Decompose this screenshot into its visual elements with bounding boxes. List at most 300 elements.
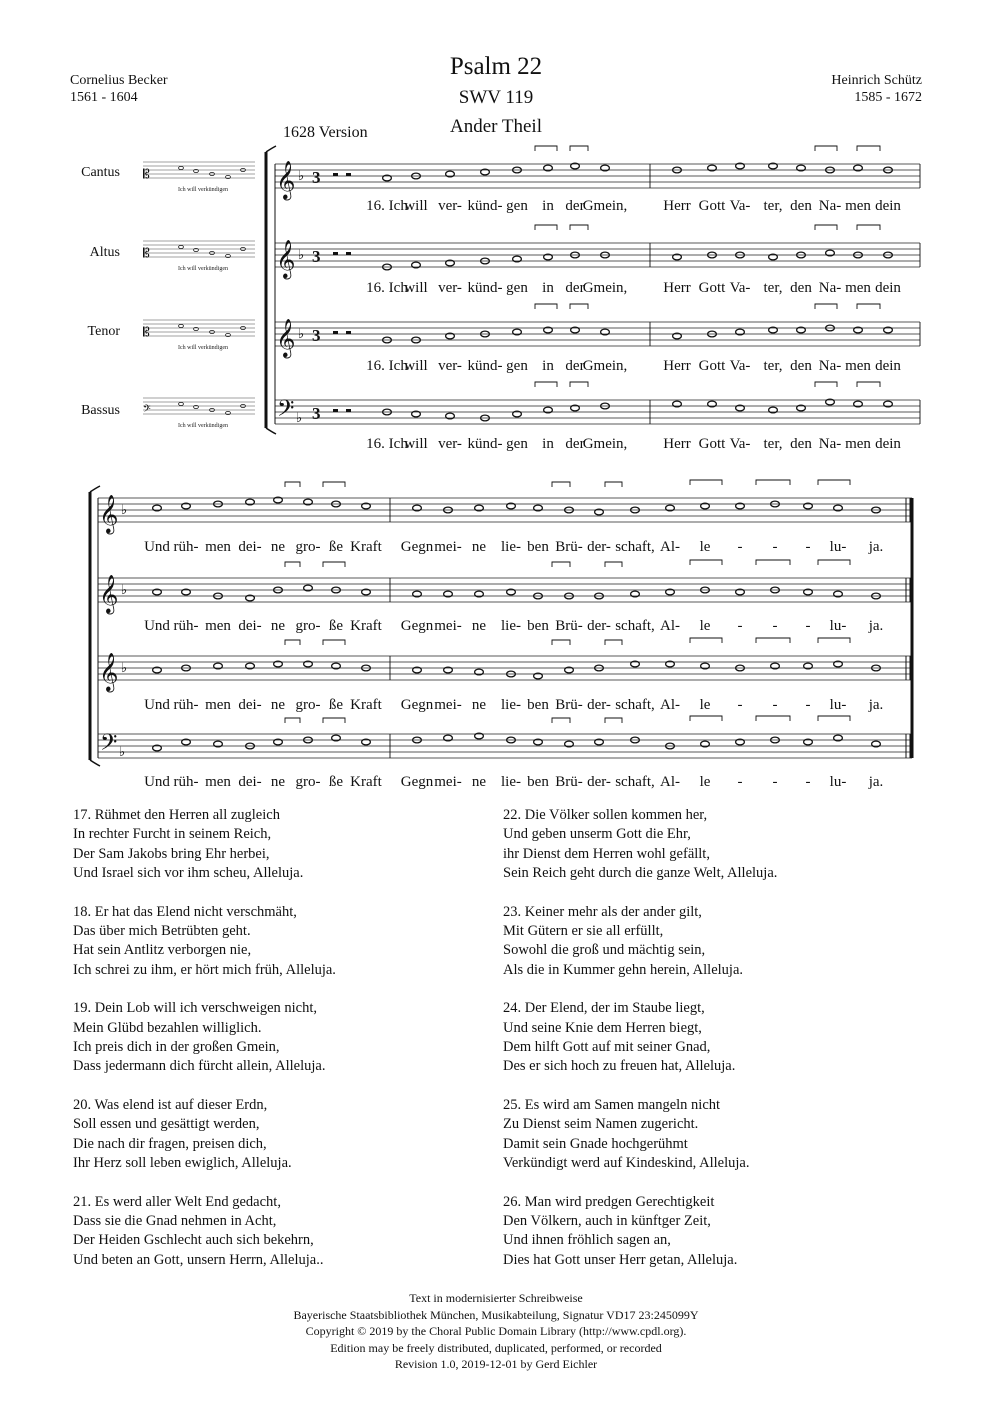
lyric-syllable: men xyxy=(205,618,231,634)
lyric-syllable: dei- xyxy=(238,697,262,713)
ligature-bracket xyxy=(285,482,300,487)
verses_left-stanza xyxy=(73,999,336,1077)
verse-line: Und ihnen fröhlich sagen an, xyxy=(503,1232,671,1249)
flat-icon: ♭ xyxy=(298,168,305,183)
lyric-syllable: gro- xyxy=(295,618,321,634)
footer-line: Text in modernisierter Schreibweise xyxy=(409,1291,583,1305)
treble-clef-icon: 𝄞 xyxy=(276,163,296,199)
edition-footer xyxy=(0,1290,992,1373)
treble-clef-icon: 𝄞 xyxy=(99,497,119,533)
rest-mark xyxy=(346,331,351,334)
flat-icon: ♭ xyxy=(121,660,128,675)
lyric-syllable: le xyxy=(699,539,711,555)
verse-line: Dass jedermann dich fürcht allein, Alleluja. xyxy=(73,1058,326,1075)
footer-line: Bayerische Staatsbibliothek München, Musikabteilung, Signatur VD17 23:245099Y xyxy=(293,1307,699,1322)
rest-mark xyxy=(346,409,351,412)
verse-line: Den Völkern, auch in künftger Zeit, xyxy=(503,1212,711,1229)
lyric-syllable: den xyxy=(790,198,812,214)
lyric-syllable: ne xyxy=(270,774,286,790)
verse-line: Mein Glübd bezahlen williglich. xyxy=(73,1019,262,1036)
lyric-syllable: - xyxy=(805,697,811,713)
incipit-text: Ich will verkündigen xyxy=(178,345,228,351)
treble-clef-icon: 𝄞 xyxy=(276,242,296,278)
lyric-syllable: dein xyxy=(875,436,901,452)
lyric-syllable: den xyxy=(790,436,812,452)
ligature-bracket xyxy=(570,146,588,151)
lyric-syllable: rüh- xyxy=(173,697,199,713)
verses_left-stanza xyxy=(73,806,336,884)
lyric-syllable: gen xyxy=(506,358,528,374)
lyric-syllable: men xyxy=(845,358,871,374)
lyric-syllable: will xyxy=(404,198,428,214)
lyric-syllable: - xyxy=(805,618,811,634)
lyric-syllable: Al- xyxy=(660,618,680,634)
ligature-bracket xyxy=(690,716,722,721)
voice-label-cantus: Cantus xyxy=(81,165,120,180)
incipit-clef-icon: 𝄡 xyxy=(143,325,150,339)
lyric-syllable: Brü- xyxy=(555,774,583,790)
lyric-syllable: den xyxy=(790,358,812,374)
lyric-syllable: lie- xyxy=(501,539,521,555)
composer-dates: 1585 - 1672 xyxy=(854,90,922,105)
verse-line: Soll essen und gesättigt werden, xyxy=(73,1116,260,1133)
lyric-syllable: men xyxy=(845,198,871,214)
lyric-syllable: in xyxy=(542,358,554,374)
lyric-syllable: den xyxy=(790,280,812,296)
ligature-bracket xyxy=(857,225,880,230)
lyric-syllable: künd- xyxy=(467,436,503,452)
lyric-syllable: ben xyxy=(527,618,549,634)
lyric-syllable: - xyxy=(737,539,743,555)
ligature-bracket xyxy=(570,304,588,309)
lyric-syllable: - xyxy=(805,774,811,790)
lyric-syllable: ver- xyxy=(438,198,462,214)
verse-line: Das über mich Betrübten geht. xyxy=(73,923,251,940)
verses_right-stanza xyxy=(503,999,777,1077)
lyric-syllable: dei- xyxy=(238,539,262,555)
lyric-syllable: der- xyxy=(587,774,611,790)
verse-line: Zu Dienst seim Namen zugericht. xyxy=(503,1116,699,1133)
ligature-bracket xyxy=(552,640,570,645)
ligature-bracket xyxy=(323,640,345,645)
incipit-note xyxy=(179,324,184,327)
lyric-syllable: lie- xyxy=(501,774,521,790)
bass-clef-icon: 𝄢 xyxy=(277,396,295,426)
verse-line: Verkündigt werd auf Kindeskind, Alleluja. xyxy=(503,1155,750,1172)
rest-mark xyxy=(333,252,338,255)
system-bracket xyxy=(266,146,276,152)
verse-line: 17. Rühmet den Herren all zugleich xyxy=(73,807,280,823)
lyric-syllable: Herr xyxy=(663,358,691,374)
ligature-bracket xyxy=(605,562,622,567)
lyric-syllable: Va- xyxy=(729,358,751,374)
verses-right-column xyxy=(503,806,777,1270)
lyric-syllable: Gegn xyxy=(400,774,434,790)
verse-line: Sowohl die groß und mächtig sein, xyxy=(503,942,706,959)
flat-icon: ♭ xyxy=(298,247,305,262)
ligature-bracket xyxy=(323,562,345,567)
verse-line: Mit Gütern er sie all erfüllt, xyxy=(503,923,664,940)
verse-line: Damit sein Gnade hochgerühmt xyxy=(503,1135,688,1152)
lyric-syllable: Brü- xyxy=(555,697,583,713)
lyric-syllable: ter, xyxy=(763,436,783,452)
verse-line: Und seine Knie dem Herren biegt, xyxy=(503,1019,702,1036)
ligature-bracket xyxy=(815,146,837,151)
bass-clef-icon: 𝄢 xyxy=(100,730,118,760)
lyric-syllable: schaft, xyxy=(615,697,655,713)
lyric-syllable: schaft, xyxy=(615,774,655,790)
ligature-bracket xyxy=(756,480,790,485)
verse-line: 18. Er hat das Elend nicht verschmäht, xyxy=(73,903,297,920)
verse-line: Und geben unserm Gott die Ehr, xyxy=(503,826,691,843)
lyric-syllable: gen xyxy=(506,198,528,214)
ligature-bracket xyxy=(690,480,722,485)
lyric-syllable: 16. Ich xyxy=(366,358,408,374)
lyric-syllable: Gott xyxy=(698,436,726,452)
ligature-bracket xyxy=(815,382,837,387)
lyric-syllable: in xyxy=(542,280,554,296)
ligature-bracket xyxy=(323,718,345,723)
lyric-syllable: le xyxy=(699,618,711,634)
lyric-syllable: Na- xyxy=(818,280,842,296)
lyric-syllable: Al- xyxy=(660,539,680,555)
lyric-syllable: Gegn xyxy=(400,539,434,555)
lyric-syllable: Na- xyxy=(818,358,842,374)
verse-line: In rechter Furcht in seinem Reich, xyxy=(73,826,272,843)
lyric-syllable: rüh- xyxy=(173,539,199,555)
lyric-syllable: der xyxy=(565,358,585,374)
verse-line: Ich schrei zu ihm, er hört mich früh, Alleluja. xyxy=(73,961,336,978)
lyric-syllable: gro- xyxy=(295,539,321,555)
lyric-syllable: Herr xyxy=(663,436,691,452)
incipit-note xyxy=(179,245,184,248)
verse-line: 22. Die Völker sollen kommen her, xyxy=(503,807,708,823)
lyric-syllable: künd- xyxy=(467,358,503,374)
verses_right-stanza xyxy=(503,1096,777,1174)
treble-clef-icon: 𝄞 xyxy=(276,321,296,357)
treble-clef-icon: 𝄞 xyxy=(99,577,119,613)
lyric-syllable: in xyxy=(542,436,554,452)
lyric-syllable: le xyxy=(699,697,711,713)
lyric-syllable: Und xyxy=(144,539,170,555)
lyric-syllable: - xyxy=(772,618,778,634)
ligature-bracket xyxy=(815,304,837,309)
verse-line: Hat sein Antlitz verborgen nie, xyxy=(73,942,252,959)
lyric-syllable: men xyxy=(845,436,871,452)
system-bracket xyxy=(90,760,100,766)
lyric-syllable: der- xyxy=(587,618,611,634)
verse-line: Und Israel sich vor ihm scheu, Alleluja. xyxy=(73,865,304,882)
verse-line: Die nach dir fragen, preisen dich, xyxy=(73,1135,267,1152)
lyric-syllable: Herr xyxy=(663,280,691,296)
voice-label-bassus: Bassus xyxy=(81,403,120,418)
lyric-syllable: - xyxy=(772,539,778,555)
time-signature: 3 xyxy=(312,326,321,345)
flat-icon: ♭ xyxy=(298,326,305,341)
lyric-syllable: men xyxy=(845,280,871,296)
ligature-bracket xyxy=(605,718,622,723)
incipit-text: Ich will verkündigen xyxy=(178,187,228,193)
verse-line: Dem hilft Gott auf mit seiner Gnad, xyxy=(503,1039,711,1056)
lyric-syllable: mei- xyxy=(434,697,462,713)
ligature-bracket xyxy=(756,638,790,643)
lyric-syllable: schaft, xyxy=(615,618,655,634)
lyric-syllable: will xyxy=(404,280,428,296)
lyric-syllable: künd- xyxy=(467,280,503,296)
flat-icon: ♭ xyxy=(121,582,128,597)
lyric-syllable: Na- xyxy=(818,436,842,452)
rest-mark xyxy=(346,173,351,176)
lyric-syllable: Kraft xyxy=(350,774,382,790)
lyric-syllable: Und xyxy=(144,697,170,713)
system-bracket xyxy=(90,486,100,492)
verses_right-stanza xyxy=(503,1193,777,1271)
verse-line: ihr Dienst dem Herren wohl gefällt, xyxy=(503,845,710,862)
verse-line: Dass sie die Gnad nehmen in Acht, xyxy=(73,1212,277,1229)
ligature-bracket xyxy=(857,304,880,309)
incipit-text: Ich will verkündigen xyxy=(178,423,228,429)
lyric-syllable: ße xyxy=(328,618,344,634)
rest-mark xyxy=(333,331,338,334)
incipit-text: Ich will verkündigen xyxy=(178,266,228,272)
lyric-syllable: Al- xyxy=(660,774,680,790)
verses_left-stanza xyxy=(73,1193,336,1271)
lyric-syllable: mei- xyxy=(434,774,462,790)
voice-label-tenor: Tenor xyxy=(87,324,120,339)
lyric-syllable: - xyxy=(772,697,778,713)
section-title: Ander Theil xyxy=(450,116,542,137)
ligature-bracket xyxy=(285,718,300,723)
lyric-syllable: - xyxy=(737,774,743,790)
lyric-syllable: Va- xyxy=(729,436,751,452)
ligature-bracket xyxy=(552,482,570,487)
ligature-bracket xyxy=(690,638,722,643)
lyric-syllable: dein xyxy=(875,198,901,214)
verse-line: Als die in Kummer gehn herein, Alleluja. xyxy=(503,961,744,978)
lyric-syllable: Gmein, xyxy=(582,436,628,452)
ligature-bracket xyxy=(535,304,557,309)
lyric-syllable: Gmein, xyxy=(582,280,628,296)
lyric-syllable: men xyxy=(205,774,231,790)
verse-line: Und beten an Gott, unsern Herrn, Alleluja.. xyxy=(73,1251,324,1268)
ligature-bracket xyxy=(535,146,557,151)
lyric-syllable: dei- xyxy=(238,774,262,790)
poet-name: Cornelius Becker xyxy=(70,73,168,88)
lyric-syllable: Gegn xyxy=(400,618,434,634)
incipit-note xyxy=(179,166,184,169)
lyric-syllable: dein xyxy=(875,358,901,374)
time-signature: 3 xyxy=(312,247,321,266)
lyric-syllable: künd- xyxy=(467,198,503,214)
lyric-syllable: ße xyxy=(328,539,344,555)
ligature-bracket xyxy=(552,718,570,723)
ligature-bracket xyxy=(815,225,837,230)
footer-line: Revision 1.0, 2019-12-01 by Gerd Eichler xyxy=(394,1357,598,1372)
incipit-clef-icon: 𝄢 xyxy=(143,403,151,417)
lyric-syllable: ter, xyxy=(763,358,783,374)
lyric-syllable: ne xyxy=(270,539,286,555)
lyric-syllable: in xyxy=(542,198,554,214)
ligature-bracket xyxy=(818,638,850,643)
lyric-syllable: Herr xyxy=(663,198,691,214)
lyric-syllable: Und xyxy=(144,774,170,790)
lyric-syllable: Gegn xyxy=(400,697,434,713)
verses-left-column xyxy=(73,806,336,1270)
rest-mark xyxy=(346,252,351,255)
lyric-syllable: Va- xyxy=(729,198,751,214)
lyric-syllable: lu- xyxy=(829,618,847,634)
lyric-syllable: will xyxy=(404,436,428,452)
verses_right-stanza xyxy=(503,903,777,981)
treble-clef-icon: 𝄞 xyxy=(99,655,119,691)
verse-line: 21. Es werd aller Welt End gedacht, xyxy=(73,1193,281,1210)
ligature-bracket xyxy=(285,640,300,645)
ligature-bracket xyxy=(570,225,588,230)
lyric-syllable: Gott xyxy=(698,198,726,214)
time-signature: 3 xyxy=(312,404,321,423)
ligature-bracket xyxy=(690,560,722,565)
lyric-syllable: ne xyxy=(270,618,286,634)
incipit-clef-icon: 𝄡 xyxy=(143,167,150,181)
version-label: 1628 Version xyxy=(283,124,368,141)
poet-dates: 1561 - 1604 xyxy=(70,90,138,105)
verse-line: Des er sich hoch zu freuen hat, Alleluja. xyxy=(503,1058,736,1075)
lyric-syllable: der xyxy=(565,280,585,296)
ligature-bracket xyxy=(756,716,790,721)
flat-icon: ♭ xyxy=(119,744,126,759)
verse-line: Dies hat Gott unser Herr getan, Alleluja. xyxy=(503,1251,738,1268)
lyric-syllable: ja. xyxy=(868,539,884,555)
time-signature: 3 xyxy=(312,168,321,187)
ligature-bracket xyxy=(570,382,588,387)
lyric-syllable: lu- xyxy=(829,774,847,790)
lyric-syllable: Gmein, xyxy=(582,358,628,374)
lyric-syllable: Brü- xyxy=(555,618,583,634)
lyric-syllable: ben xyxy=(527,774,549,790)
lyric-syllable: - xyxy=(737,697,743,713)
voice-label-altus: Altus xyxy=(89,245,120,260)
lyric-syllable: Kraft xyxy=(350,697,382,713)
verse-line: 20. Was elend ist auf dieser Erdn, xyxy=(73,1096,268,1113)
lyric-syllable: gro- xyxy=(295,774,321,790)
flat-icon: ♭ xyxy=(121,502,128,517)
lyric-syllable: ne xyxy=(471,774,487,790)
lyric-syllable: ja. xyxy=(868,618,884,634)
verse-line: Ihr Herz soll leben ewiglich, Alleluja. xyxy=(73,1155,292,1172)
lyric-syllable: lu- xyxy=(829,539,847,555)
lyric-syllable: mei- xyxy=(434,618,462,634)
verse-line: 26. Man wird predgen Gerechtigkeit xyxy=(503,1193,715,1210)
composer-name: Heinrich Schütz xyxy=(831,73,922,88)
lyric-syllable: 16. Ich xyxy=(366,280,408,296)
flat-icon: ♭ xyxy=(296,410,303,425)
ligature-bracket xyxy=(857,146,880,151)
lyric-syllable: ne xyxy=(471,539,487,555)
lyric-syllable: ne xyxy=(270,697,286,713)
lyric-syllable: men xyxy=(205,539,231,555)
verses_right-stanza xyxy=(503,806,777,884)
ligature-bracket xyxy=(535,225,557,230)
lyric-syllable: ben xyxy=(527,539,549,555)
ligature-bracket xyxy=(818,716,850,721)
lyric-syllable: ja. xyxy=(868,697,884,713)
lyric-syllable: 16. Ich xyxy=(366,198,408,214)
lyric-syllable: der xyxy=(565,198,585,214)
lyric-syllable: rüh- xyxy=(173,774,199,790)
lyric-syllable: Na- xyxy=(818,198,842,214)
ligature-bracket xyxy=(552,562,570,567)
verses_left-stanza xyxy=(73,1096,336,1174)
ligature-bracket xyxy=(285,562,300,567)
lyric-syllable: ja. xyxy=(868,774,884,790)
lyric-syllable: men xyxy=(205,697,231,713)
verse-line: 23. Keiner mehr als der ander gilt, xyxy=(503,903,702,920)
lyric-syllable: 16. Ich xyxy=(366,436,408,452)
lyric-syllable: der- xyxy=(587,697,611,713)
lyric-syllable: schaft, xyxy=(615,539,655,555)
lyric-syllable: ße xyxy=(328,697,344,713)
verses_left-stanza xyxy=(73,903,336,981)
incipit-clef-icon: 𝄡 xyxy=(143,246,150,260)
lyric-syllable: - xyxy=(772,774,778,790)
verse-line: Sein Reich geht durch die ganze Welt, Alleluja. xyxy=(503,865,778,882)
verse-line: Ich preis dich in der großen Gmein, xyxy=(73,1039,280,1056)
lyric-syllable: rüh- xyxy=(173,618,199,634)
lyric-syllable: Gott xyxy=(698,358,726,374)
lyric-syllable: Und xyxy=(144,618,170,634)
lyric-syllable: dein xyxy=(875,280,901,296)
lyric-syllable: Brü- xyxy=(555,539,583,555)
footer-line: Copyright © 2019 by the Choral Public Domain Library (http://www.cpdl.org). xyxy=(305,1324,687,1339)
ligature-bracket xyxy=(605,482,622,487)
lyric-syllable: ter, xyxy=(763,198,783,214)
lyric-syllable: gen xyxy=(506,280,528,296)
rest-mark xyxy=(333,173,338,176)
lyric-syllable: Gott xyxy=(698,280,726,296)
footer-line: Edition may be freely distributed, duplicated, performed, or recorded xyxy=(330,1340,662,1355)
catalog-number: SWV 119 xyxy=(458,87,534,108)
ligature-bracket xyxy=(605,640,622,645)
lyric-syllable: - xyxy=(737,618,743,634)
lyric-syllable: ter, xyxy=(763,280,783,296)
ligature-bracket xyxy=(818,560,850,565)
ligature-bracket xyxy=(857,382,880,387)
lyric-syllable: ben xyxy=(527,697,549,713)
lyric-syllable: dei- xyxy=(238,618,262,634)
lyric-syllable: will xyxy=(404,358,428,374)
ligature-bracket xyxy=(756,560,790,565)
lyric-syllable: Kraft xyxy=(350,618,382,634)
ligature-bracket xyxy=(323,482,345,487)
lyric-syllable: mei- xyxy=(434,539,462,555)
ligature-bracket xyxy=(818,480,850,485)
verse-line: Der Heiden Gschlecht auch sich bekehrn, xyxy=(73,1232,314,1249)
piece-title: Psalm 22 xyxy=(449,53,543,80)
verse-line: 24. Der Elend, der im Staube liegt, xyxy=(503,1000,705,1017)
verse-line: Der Sam Jakobs bring Ehr herbei, xyxy=(73,845,270,862)
lyric-syllable: Gmein, xyxy=(582,198,628,214)
lyric-syllable: lie- xyxy=(501,618,521,634)
lyric-syllable: ver- xyxy=(438,436,462,452)
lyric-syllable: gen xyxy=(506,436,528,452)
lyric-syllable: gro- xyxy=(295,697,321,713)
rest-mark xyxy=(333,409,338,412)
verse-line: 19. Dein Lob will ich verschweigen nicht, xyxy=(73,1000,318,1017)
verse-line: 25. Es wird am Samen mangeln nicht xyxy=(503,1096,721,1113)
lyric-syllable: le xyxy=(699,774,711,790)
ligature-bracket xyxy=(535,382,557,387)
lyric-syllable: ne xyxy=(471,697,487,713)
